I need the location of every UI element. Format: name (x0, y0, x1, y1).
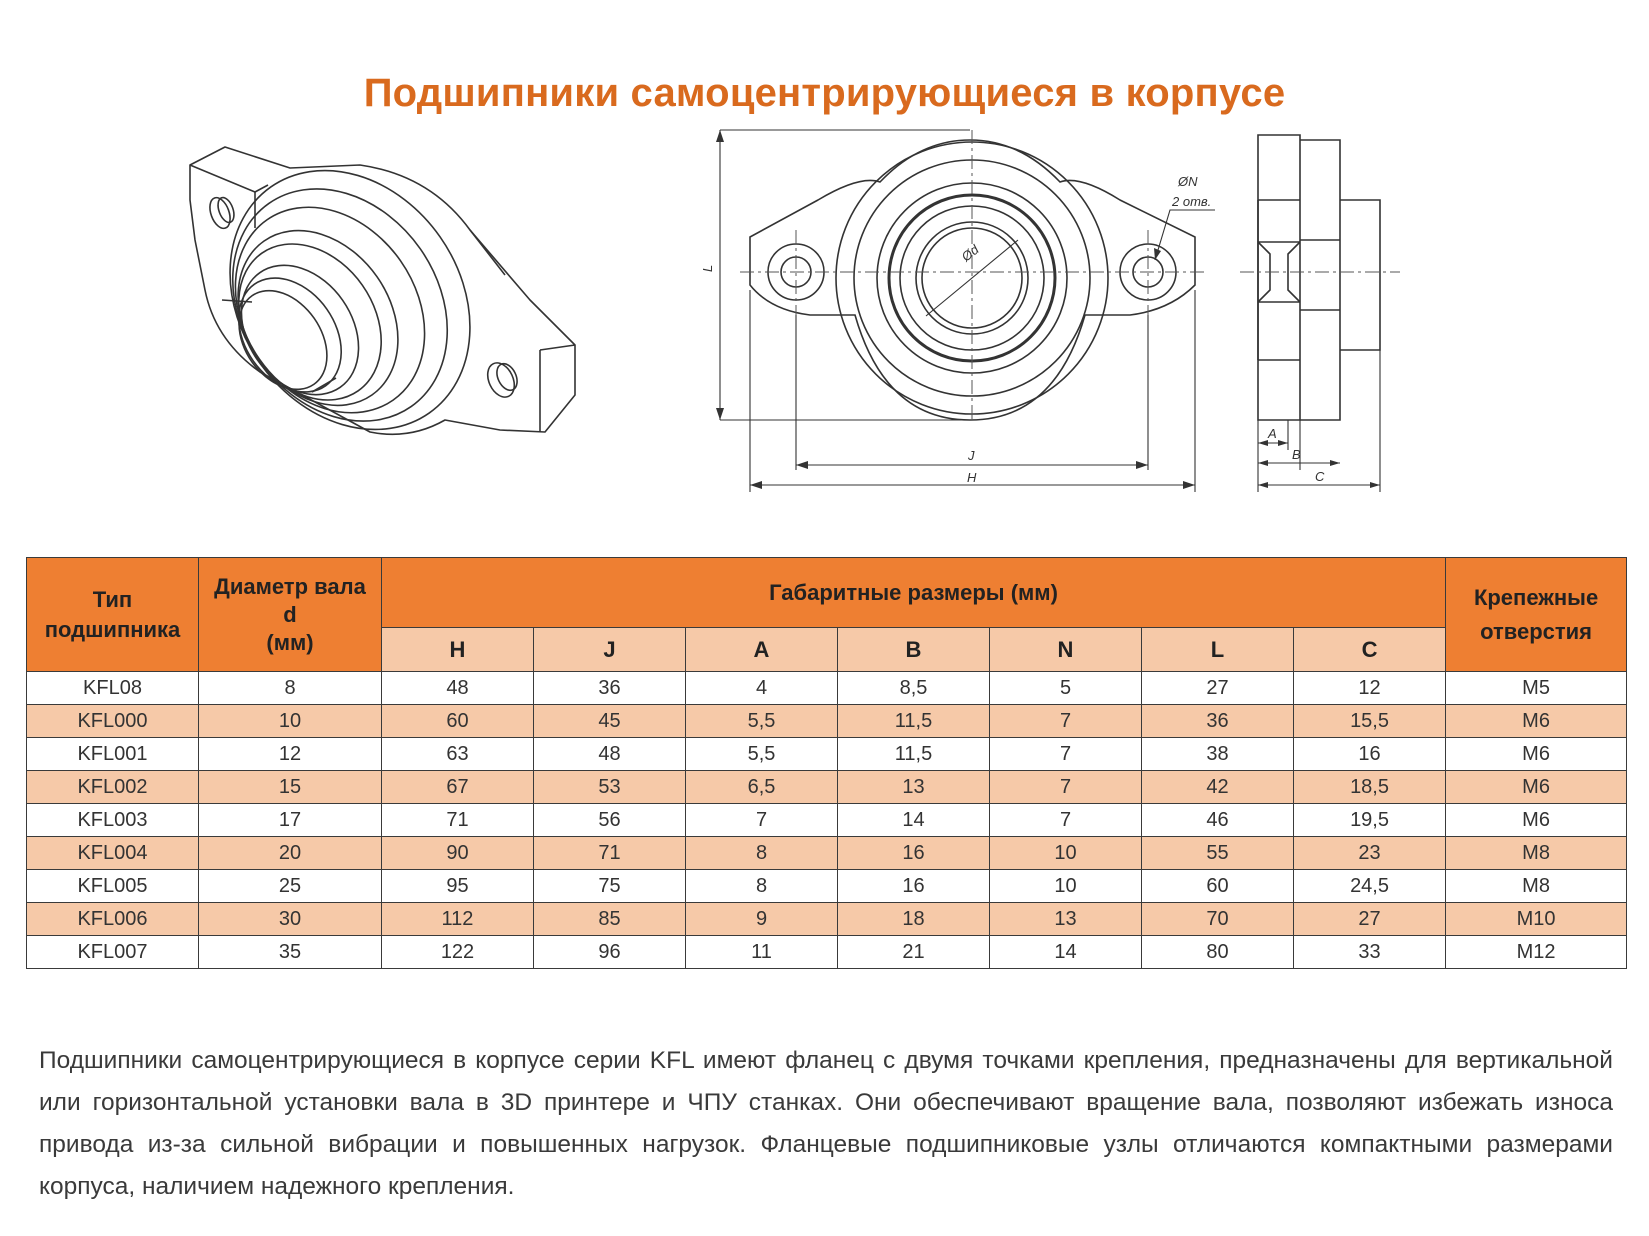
dim-label-n: ØN (1178, 174, 1198, 189)
cell-type: KFL005 (27, 870, 199, 903)
cell-mount: M5 (1446, 672, 1627, 705)
header-col-n: N (990, 628, 1142, 672)
cell-mount: M8 (1446, 837, 1627, 870)
technical-drawings (0, 0, 1649, 560)
cell-h: 67 (382, 771, 534, 804)
cell-c: 16 (1294, 738, 1446, 771)
cell-d: 17 (199, 804, 382, 837)
cell-b: 11,5 (838, 705, 990, 738)
cell-n: 7 (990, 738, 1142, 771)
header-mount: Крепежные отверстия (1446, 558, 1627, 672)
cell-n: 5 (990, 672, 1142, 705)
cell-type: KFL003 (27, 804, 199, 837)
header-type: Тип подшипника (27, 558, 199, 672)
cell-d: 35 (199, 936, 382, 969)
cell-j: 75 (534, 870, 686, 903)
cell-d: 30 (199, 903, 382, 936)
cell-type: KFL006 (27, 903, 199, 936)
cell-n: 7 (990, 705, 1142, 738)
dim-label-b: B (1292, 447, 1301, 462)
cell-c: 23 (1294, 837, 1446, 870)
header-col-b: B (838, 628, 990, 672)
cell-mount: M8 (1446, 870, 1627, 903)
cell-a: 6,5 (686, 771, 838, 804)
cell-l: 80 (1142, 936, 1294, 969)
cell-d: 8 (199, 672, 382, 705)
dim-label-d: Ød (958, 241, 982, 265)
cell-c: 33 (1294, 936, 1446, 969)
cell-d: 12 (199, 738, 382, 771)
cell-a: 4 (686, 672, 838, 705)
cell-c: 24,5 (1294, 870, 1446, 903)
header-col-c: C (1294, 628, 1446, 672)
description-paragraph: Подшипники самоцентрирующиеся в корпусе серии KFL имеют фланец с двумя точками крепления, предназначены для вертикальной или горизонтальной установки вала в 3D принтере и ЧПУ станках. Они обеспечивают вращение вала, позволяют избежать износа привода из-за сильной вибрации и повышенных нагрузок. Фланцевые подшипниковые узлы отличаются компактными размерами корпуса, наличием надежного крепления. (39, 1046, 1613, 1200)
cell-h: 71 (382, 804, 534, 837)
cell-l: 27 (1142, 672, 1294, 705)
cell-mount: M12 (1446, 936, 1627, 969)
cell-a: 9 (686, 903, 838, 936)
cell-b: 8,5 (838, 672, 990, 705)
cell-b: 18 (838, 903, 990, 936)
dim-label-l: L (700, 264, 715, 272)
cell-a: 5,5 (686, 705, 838, 738)
cell-type: KFL000 (27, 705, 199, 738)
cell-h: 90 (382, 837, 534, 870)
header-diameter-line3: (мм) (266, 629, 314, 655)
dim-label-holes: 2 отв. (1172, 194, 1212, 209)
cell-d: 15 (199, 771, 382, 804)
cell-b: 16 (838, 870, 990, 903)
cell-h: 95 (382, 870, 534, 903)
table-row (27, 903, 1627, 936)
cell-l: 38 (1142, 738, 1294, 771)
cell-c: 18,5 (1294, 771, 1446, 804)
cell-d: 10 (199, 705, 382, 738)
cell-c: 19,5 (1294, 804, 1446, 837)
cell-n: 10 (990, 870, 1142, 903)
cell-j: 45 (534, 705, 686, 738)
cell-mount: M10 (1446, 903, 1627, 936)
cell-a: 7 (686, 804, 838, 837)
header-dims: Габаритные размеры (мм) (382, 558, 1446, 628)
cell-b: 14 (838, 804, 990, 837)
cell-type: KFL007 (27, 936, 199, 969)
header-col-j: J (534, 628, 686, 672)
cell-n: 7 (990, 771, 1142, 804)
header-col-a: A (686, 628, 838, 672)
cell-b: 16 (838, 837, 990, 870)
cell-h: 60 (382, 705, 534, 738)
table-row (27, 738, 1627, 771)
cell-h: 112 (382, 903, 534, 936)
cell-j: 56 (534, 804, 686, 837)
cell-mount: M6 (1446, 738, 1627, 771)
cell-n: 14 (990, 936, 1142, 969)
header-diameter-line1: Диаметр вала (214, 573, 366, 599)
header-col-l: L (1142, 628, 1294, 672)
cell-type: KFL004 (27, 837, 199, 870)
cell-a: 5,5 (686, 738, 838, 771)
cell-h: 122 (382, 936, 534, 969)
cell-a: 11 (686, 936, 838, 969)
header-col-h: H (382, 628, 534, 672)
cell-l: 46 (1142, 804, 1294, 837)
dim-label-a: A (1268, 426, 1277, 441)
bearing-spec-table (26, 557, 1627, 969)
table-row (27, 870, 1627, 903)
dim-label-c: C (1315, 469, 1325, 484)
cell-j: 96 (534, 936, 686, 969)
cell-j: 71 (534, 837, 686, 870)
cell-h: 48 (382, 672, 534, 705)
cell-j: 36 (534, 672, 686, 705)
table-row (27, 771, 1627, 804)
table-row (27, 672, 1627, 705)
table-row (27, 804, 1627, 837)
cell-n: 7 (990, 804, 1142, 837)
cell-mount: M6 (1446, 705, 1627, 738)
cell-h: 63 (382, 738, 534, 771)
cell-c: 12 (1294, 672, 1446, 705)
cell-mount: M6 (1446, 771, 1627, 804)
cell-n: 13 (990, 903, 1142, 936)
header-diameter (199, 558, 382, 672)
cell-j: 53 (534, 771, 686, 804)
table-row (27, 705, 1627, 738)
cell-b: 21 (838, 936, 990, 969)
dim-label-j: J (968, 448, 975, 463)
dim-label-h: H (967, 470, 977, 485)
cell-d: 20 (199, 837, 382, 870)
table-row (27, 837, 1627, 870)
cell-type: KFL002 (27, 771, 199, 804)
cell-c: 27 (1294, 903, 1446, 936)
cell-type: KFL08 (27, 672, 199, 705)
front-view (700, 120, 1220, 520)
cell-c: 15,5 (1294, 705, 1446, 738)
cell-a: 8 (686, 870, 838, 903)
cell-j: 48 (534, 738, 686, 771)
cell-l: 42 (1142, 771, 1294, 804)
isometric-view (0, 0, 620, 500)
cell-l: 60 (1142, 870, 1294, 903)
cell-b: 13 (838, 771, 990, 804)
side-view (1220, 120, 1420, 520)
page-title: Подшипники самоцентрирующиеся в корпусе (363, 70, 1286, 115)
header-diameter-line2: d (283, 601, 297, 627)
cell-a: 8 (686, 837, 838, 870)
cell-l: 36 (1142, 705, 1294, 738)
cell-b: 11,5 (838, 738, 990, 771)
cell-l: 55 (1142, 837, 1294, 870)
cell-n: 10 (990, 837, 1142, 870)
table-row (27, 936, 1627, 969)
cell-type: KFL001 (27, 738, 199, 771)
cell-j: 85 (534, 903, 686, 936)
cell-l: 70 (1142, 903, 1294, 936)
cell-mount: M6 (1446, 804, 1627, 837)
cell-d: 25 (199, 870, 382, 903)
